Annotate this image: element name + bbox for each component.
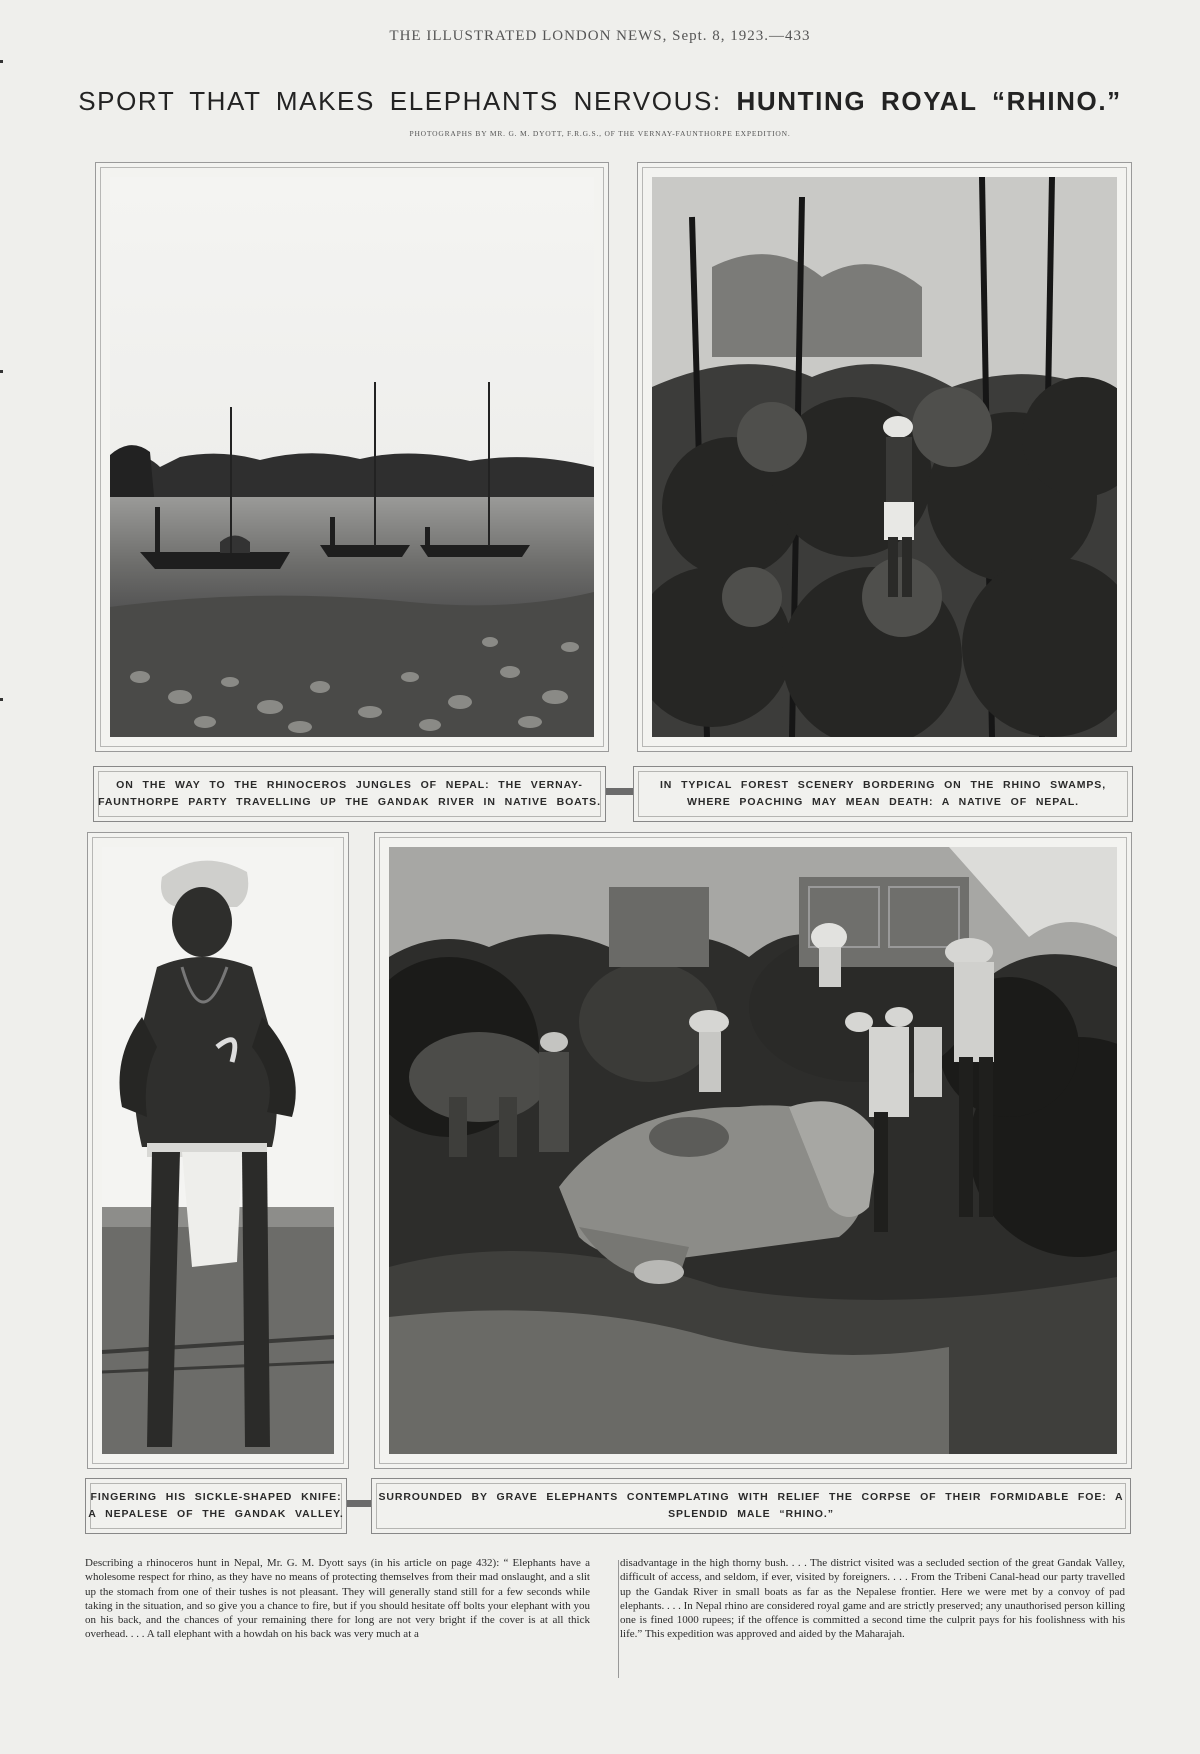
page-headline [20,86,1180,117]
caption-knife-text: FINGERING HIS SICKLE-SHAPED KNIFE: A NEPALESE OF THE GANDAK VALLEY. [88,1491,344,1520]
caption-knife [85,1478,347,1534]
photo-credit: PHOTOGRAPHS BY MR. G. M. DYOTT, F.R.G.S., OF THE VERNAY-FAUNTHORPE EXPEDITION. [409,129,791,138]
photo-frame-knife [87,832,349,1469]
photo-elephants-and-rhino [389,847,1117,1454]
margin-mark [0,698,3,701]
caption-connector-2 [347,1500,371,1507]
margin-mark [0,370,3,373]
headline-part-1: SPORT THAT MAKES ELEPHANTS NERVOUS: [78,86,722,116]
margin-mark [0,60,3,63]
photo-frame-boats [95,162,609,752]
caption-connector [606,788,633,795]
caption-rhino-text: SURROUNDED BY GRAVE ELEPHANTS CONTEMPLATING WITH RELIEF THE CORPSE OF THEIR FORMIDABLE FOE: A SPLENDID MALE “RHINO.” [378,1491,1124,1520]
photo-frame-forest [637,162,1132,752]
caption-rhino [371,1478,1131,1534]
caption-forest-text: IN TYPICAL FOREST SCENERY BORDERING ON THE RHINO SWAMPS, WHERE POACHING MAY MEAN DEATH: A NATIVE OF NEPAL. [659,779,1107,808]
article-column-left: Describing a rhinoceros hunt in Nepal, Mr. G. M. Dyott says (in his article on page 432): “ Elephants have a wholesome respect for rhino, as they have no means of protecting themselves from their mad onslaught, and a slit up the stomach from one of their tushes is not pleasant. They will generally stand still for a few seconds while taking in the situation, and so give you a chance to fire, but if you should hesitate off bolts your elephant with you on his back, and the chances of your remaining there for long are not very bright if the cover is at all thick overhead. . . . A tall elephant with a howdah on his back was very much at a [85,1557,590,1641]
caption-boats [93,766,606,822]
caption-forest [633,766,1133,822]
article-column-right: disadvantage in the high thorny bush. . . . The district visited was a secluded section of the great Gandak Valley, difficult of access, and seldom, if ever, visited by foreigners. . . . From the Tribeni Canal-head our party travelled up the Gandak River in small boats as far as the Nepalese frontier. Here we were met by a convoy of pad elephants. . . . In Nepal rhino are considered royal game and are strictly preserved; any unauthorised person killing one is fined 1000 rupees; if the offence is committed a second time the culprit pays for his foolishness with his life.” This expedition was approved and aided by the Maharajah. [620,1557,1125,1641]
photo-nepalese-man-knife [102,847,334,1454]
photo-frame-rhino [374,832,1132,1469]
masthead: THE ILLUSTRATED LONDON NEWS, Sept. 8, 1923.—433 [389,28,811,44]
photo-boats-on-river [110,177,594,737]
photo-forest-native [652,177,1117,737]
headline-part-2: HUNTING ROYAL “RHINO.” [736,86,1122,116]
caption-boats-text: ON THE WAY TO THE RHINOCEROS JUNGLES OF NEPAL: THE VERNAY-FAUNTHORPE PARTY TRAVELLING UP THE GANDAK RIVER IN NATIVE BOATS. [98,779,601,808]
column-divider [618,1560,619,1678]
